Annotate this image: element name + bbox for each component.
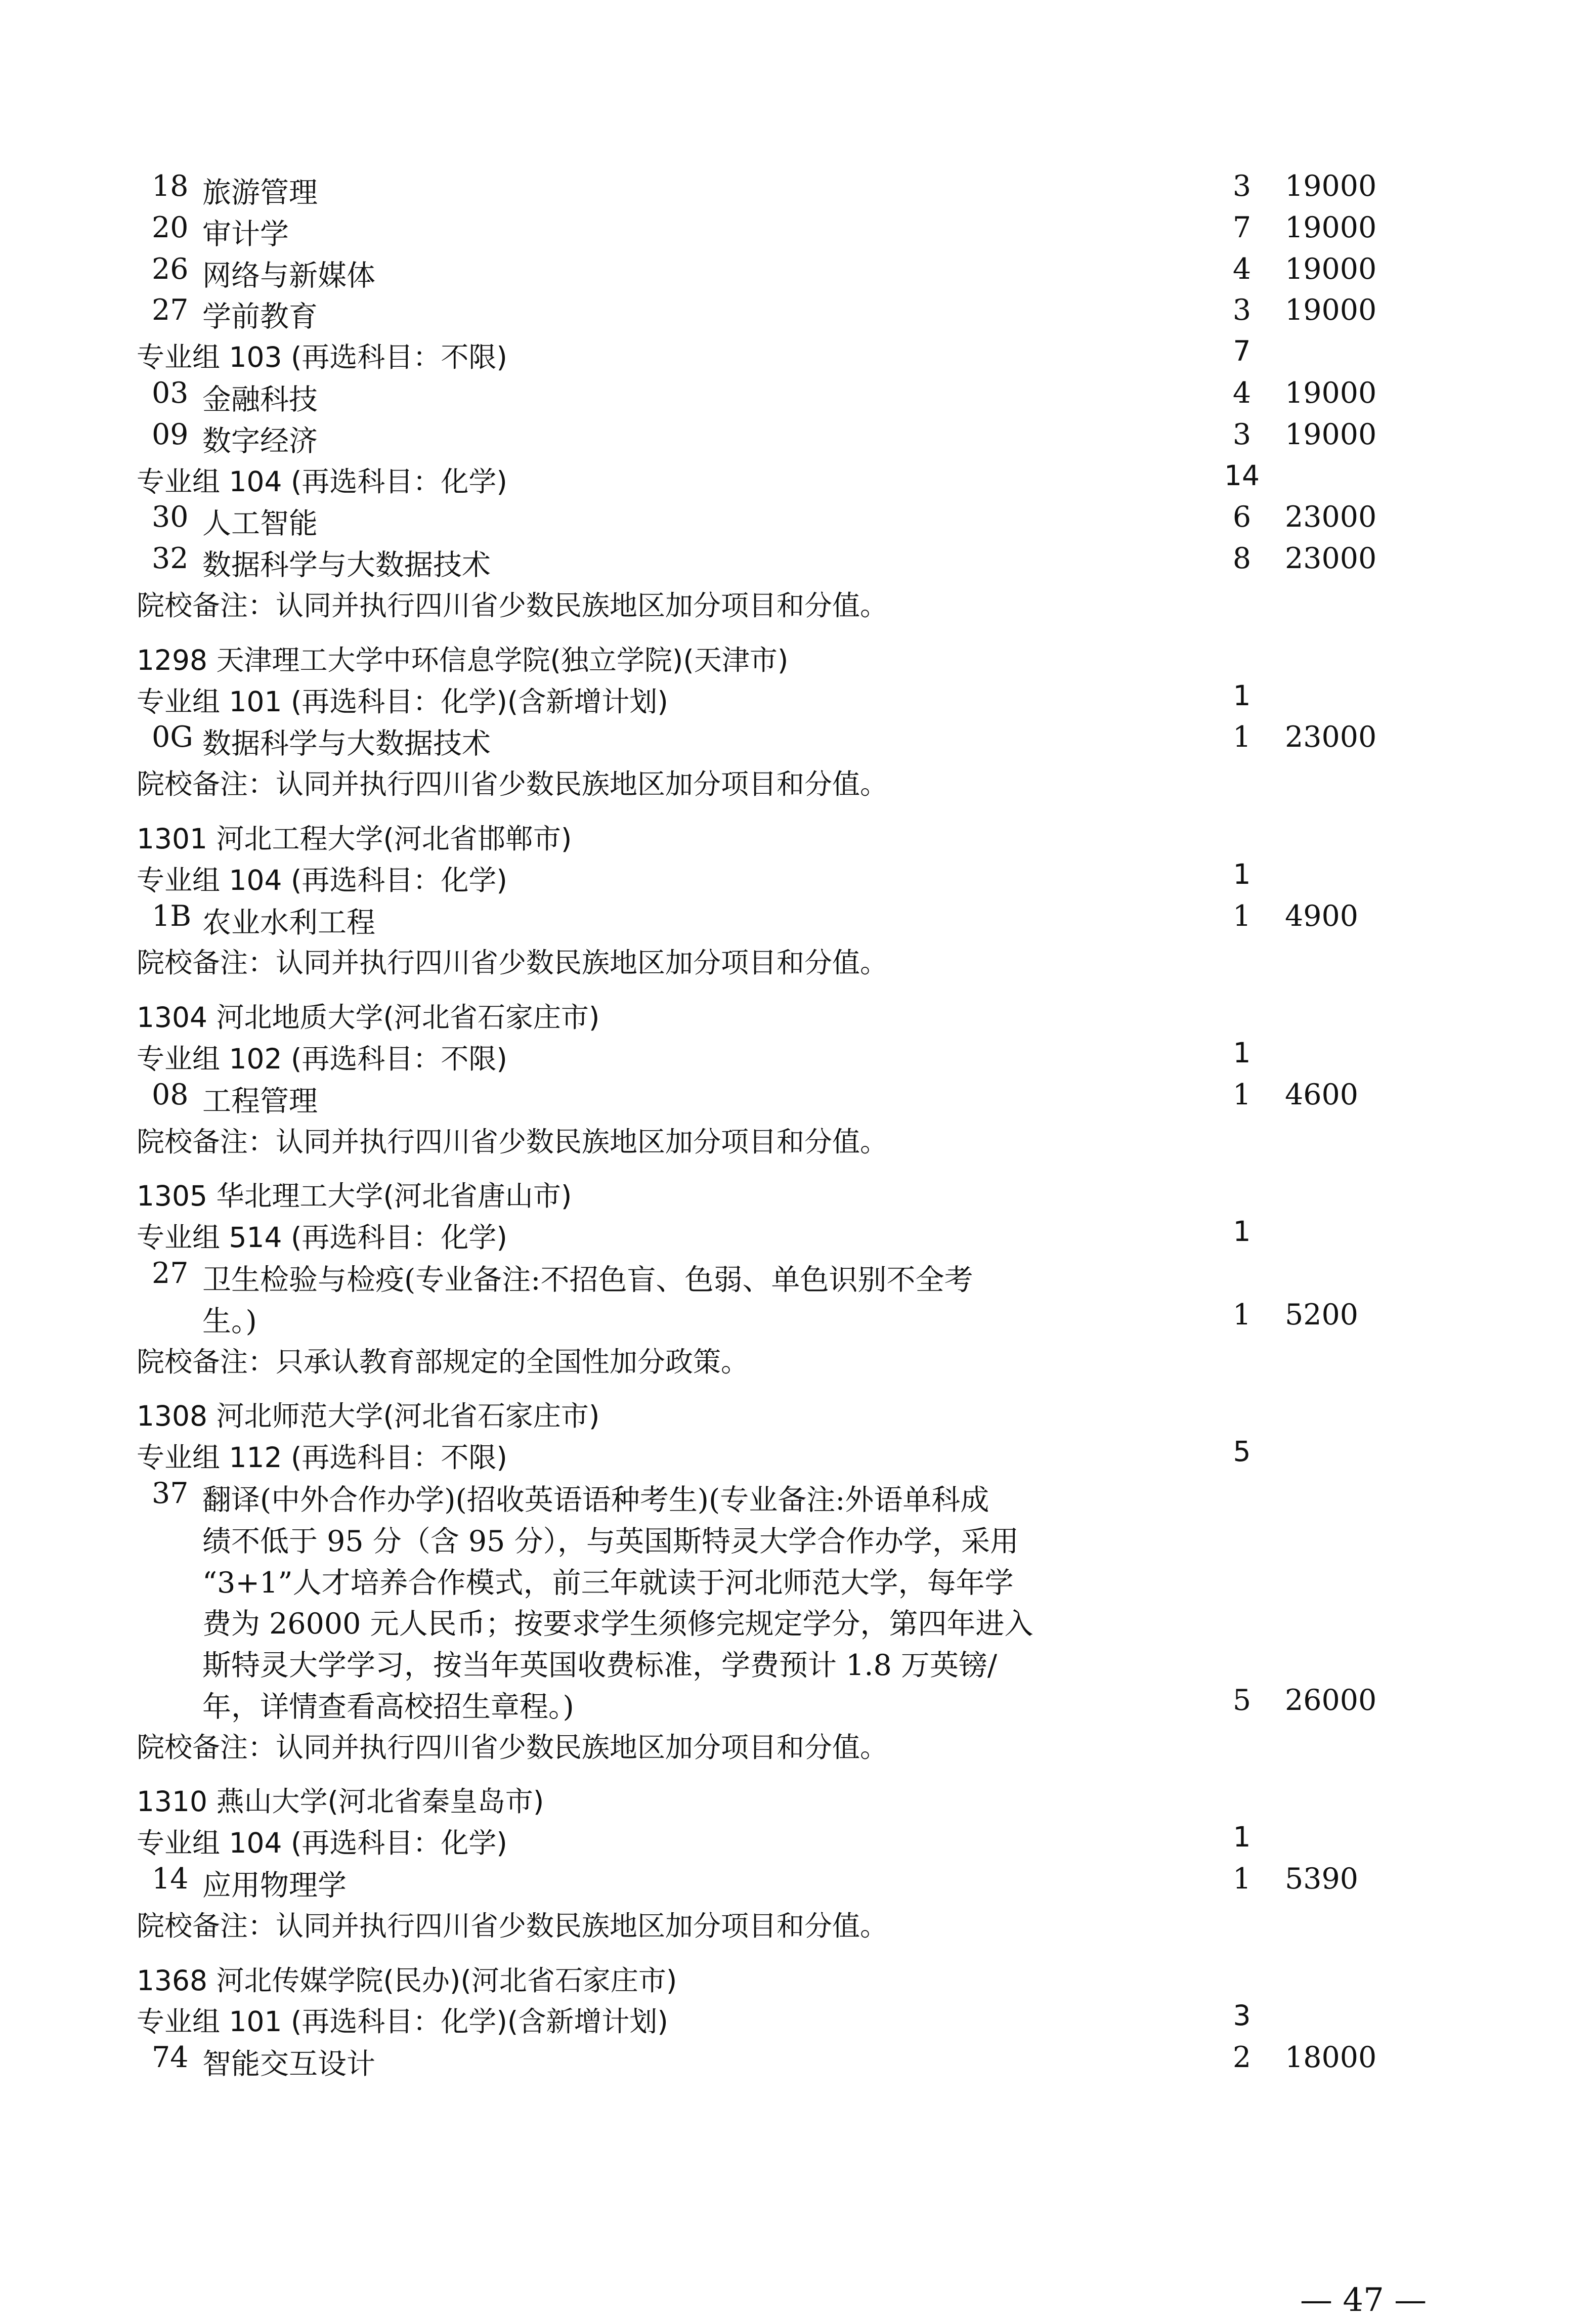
tuition-fee: 26000 (1285, 1683, 1377, 1717)
plan-count: 5 (1232, 1683, 1252, 1717)
major-row (137, 500, 1376, 542)
group-row (137, 1037, 1376, 1078)
group-count: 14 (1224, 459, 1260, 492)
school-header (137, 817, 1376, 858)
major-name: 人工智能 (202, 507, 318, 541)
plan-count: 1 (1232, 1862, 1252, 1896)
school-note-text: 院校备注：只承认教育部规定的全国性加分政策。 (137, 1345, 749, 1378)
group-label: 专业组 104 (再选科目：化学) (137, 1827, 507, 1860)
group-row (137, 1821, 1376, 1862)
tuition-fee: 19000 (1285, 417, 1377, 451)
plan-count: 7 (1232, 210, 1252, 244)
school-note-text: 院校备注：认同并执行四川省少数民族地区加分项目和分值。 (137, 589, 888, 622)
group-count: 1 (1233, 1036, 1251, 1069)
major-row-continued (137, 1560, 1376, 1601)
tuition-fee: 18000 (1285, 2041, 1377, 2075)
plan-count: 3 (1232, 169, 1252, 203)
major-name: 农业水利工程 (202, 906, 375, 939)
school-note-text: 院校备注：认同并执行四川省少数民族地区加分项目和分值。 (137, 768, 888, 801)
group-label: 专业组 104 (再选科目：化学) (137, 864, 507, 896)
major-name: 卫生检验与检疫(专业备注:不招色盲、色弱、单色识别不全考 (202, 1263, 973, 1297)
group-count: 7 (1233, 335, 1251, 368)
major-code: 03 (152, 376, 189, 410)
major-row (137, 293, 1376, 335)
group-label: 专业组 514 (再选科目：化学) (137, 1221, 507, 1254)
major-code: 30 (152, 500, 189, 534)
school-note (137, 1904, 1376, 1945)
major-row (137, 899, 1376, 941)
major-code: 09 (152, 417, 189, 451)
major-name: 工程管理 (202, 1084, 318, 1118)
major-name: 数字经济 (202, 424, 318, 458)
tuition-fee: 4600 (1285, 1078, 1359, 1111)
tuition-fee: 19000 (1285, 252, 1377, 286)
school-header (137, 1958, 1376, 2000)
school-note-text: 院校备注：认同并执行四川省少数民族地区加分项目和分值。 (137, 947, 888, 979)
admission-plan-page (137, 169, 1376, 2082)
group-label: 专业组 103 (再选科目：不限) (137, 341, 507, 374)
group-row (137, 335, 1376, 376)
major-row (137, 418, 1376, 459)
tuition-fee: 5390 (1285, 1862, 1359, 1896)
group-row (137, 679, 1376, 721)
major-row (137, 542, 1376, 583)
plan-count: 1 (1232, 1078, 1252, 1111)
plan-count: 3 (1232, 417, 1252, 451)
school-header (137, 995, 1376, 1037)
school-title: 1305 华北理工大学(河北省唐山市) (137, 1180, 572, 1213)
major-name: 网络与新媒体 (202, 259, 375, 292)
group-count: 5 (1233, 1435, 1251, 1468)
major-name: 应用物理学 (202, 1869, 347, 1903)
plan-count: 3 (1232, 293, 1252, 327)
group-row (137, 1215, 1376, 1257)
tuition-fee: 23000 (1285, 542, 1377, 576)
major-row (137, 376, 1376, 418)
major-row-continued (137, 1518, 1376, 1560)
major-row (137, 720, 1376, 762)
major-name: 旅游管理 (202, 176, 318, 209)
tuition-fee: 19000 (1285, 376, 1377, 410)
school-header (137, 1779, 1376, 1821)
group-label: 专业组 102 (再选科目：不限) (137, 1042, 507, 1075)
group-row (137, 1999, 1376, 2041)
major-code: 27 (152, 1256, 189, 1290)
group-row (137, 1435, 1376, 1477)
major-code: 14 (152, 1862, 189, 1896)
major-code: 74 (152, 2041, 189, 2075)
tuition-fee: 19000 (1285, 169, 1377, 203)
major-name: 金融科技 (202, 382, 318, 416)
school-title: 1301 河北工程大学(河北省邯郸市) (137, 822, 572, 855)
group-count: 1 (1233, 857, 1251, 890)
plan-count: 4 (1232, 376, 1252, 410)
major-row (137, 1078, 1376, 1120)
major-row (137, 211, 1376, 252)
major-code: 20 (152, 210, 189, 244)
plan-count: 1 (1232, 1298, 1252, 1332)
major-row (137, 1862, 1376, 1904)
major-name: 数据科学与大数据技术 (202, 548, 491, 582)
school-note (137, 1340, 1376, 1381)
tuition-fee: 19000 (1285, 210, 1377, 244)
major-name: 翻译(中外合作办学)(招收英语语种考生)(专业备注:外语单科成 (202, 1483, 989, 1517)
group-label: 专业组 112 (再选科目：不限) (137, 1441, 507, 1474)
school-note-text: 院校备注：认同并执行四川省少数民族地区加分项目和分值。 (137, 1125, 888, 1158)
group-count: 1 (1233, 679, 1251, 712)
page-number: — 47 — (1300, 2282, 1427, 2319)
plan-count: 1 (1232, 899, 1252, 933)
school-note (137, 1725, 1376, 1767)
school-title: 1368 河北传媒学院(民办)(河北省石家庄市) (137, 1964, 677, 1997)
tuition-fee: 4900 (1285, 899, 1359, 933)
major-name-continued: 年，详情查看高校招生章程。) (202, 1690, 574, 1724)
tuition-fee: 19000 (1285, 293, 1377, 327)
major-name: 智能交互设计 (202, 2047, 375, 2081)
major-name-continued: “3+1”人才培养合作模式，前三年就读于河北师范大学，每年学 (202, 1566, 1014, 1600)
group-count: 1 (1233, 1215, 1251, 1248)
school-note-text: 院校备注：认同并执行四川省少数民族地区加分项目和分值。 (137, 1909, 888, 1942)
major-row-continued (137, 1684, 1376, 1725)
school-note (137, 940, 1376, 982)
tuition-fee: 5200 (1285, 1298, 1359, 1332)
major-name: 审计学 (202, 217, 289, 251)
group-row (137, 858, 1376, 899)
major-code: 26 (152, 252, 189, 286)
major-name-continued: 生。) (202, 1304, 257, 1338)
major-code: 18 (152, 169, 189, 203)
plan-count: 8 (1232, 542, 1252, 576)
tuition-fee: 23000 (1285, 720, 1377, 754)
group-row (137, 459, 1376, 501)
group-label: 专业组 101 (再选科目：化学)(含新增计划) (137, 685, 668, 718)
major-name: 数据科学与大数据技术 (202, 727, 491, 761)
school-note-text: 院校备注：认同并执行四川省少数民族地区加分项目和分值。 (137, 1731, 888, 1764)
major-code: 1B (152, 899, 192, 933)
school-title: 1310 燕山大学(河北省秦皇岛市) (137, 1785, 544, 1818)
major-name-continued: 斯特灵大学学习，按当年英国收费标准，学费预计 1.8 万英镑/ (202, 1649, 998, 1683)
school-header (137, 1394, 1376, 1435)
group-label: 专业组 104 (再选科目：化学) (137, 465, 507, 498)
school-note (137, 583, 1376, 625)
major-row (137, 1257, 1376, 1298)
group-label: 专业组 101 (再选科目：化学)(含新增计划) (137, 2005, 668, 2038)
major-code: 32 (152, 542, 189, 576)
major-code: 0G (152, 720, 193, 754)
plan-count: 1 (1232, 720, 1252, 754)
major-row-continued (137, 1601, 1376, 1642)
school-note (137, 1120, 1376, 1161)
major-code: 27 (152, 293, 189, 327)
major-name-continued: 费为 26000 元人民币；按要求学生须修完规定学分，第四年进入 (202, 1607, 1033, 1641)
major-row (137, 1477, 1376, 1518)
school-title: 1308 河北师范大学(河北省石家庄市) (137, 1400, 600, 1433)
school-header (137, 638, 1376, 679)
plan-count: 2 (1232, 2041, 1252, 2075)
major-code: 37 (152, 1476, 189, 1510)
major-row (137, 169, 1376, 211)
plan-count: 4 (1232, 252, 1252, 286)
school-title: 1304 河北地质大学(河北省石家庄市) (137, 1001, 600, 1034)
major-row (137, 252, 1376, 294)
school-header (137, 1174, 1376, 1215)
major-code: 08 (152, 1078, 189, 1111)
plan-count: 6 (1232, 500, 1252, 534)
school-title: 1298 天津理工大学中环信息学院(独立学院)(天津市) (137, 643, 789, 676)
school-note (137, 762, 1376, 803)
major-row-continued (137, 1298, 1376, 1340)
major-name-continued: 绩不低于 95 分（含 95 分），与英国斯特灵大学合作办学，采用 (202, 1524, 1019, 1558)
major-row-continued (137, 1642, 1376, 1684)
group-count: 3 (1233, 1999, 1251, 2032)
group-count: 1 (1233, 1821, 1251, 1854)
major-row (137, 2041, 1376, 2082)
major-name: 学前教育 (202, 300, 318, 334)
tuition-fee: 23000 (1285, 500, 1377, 534)
